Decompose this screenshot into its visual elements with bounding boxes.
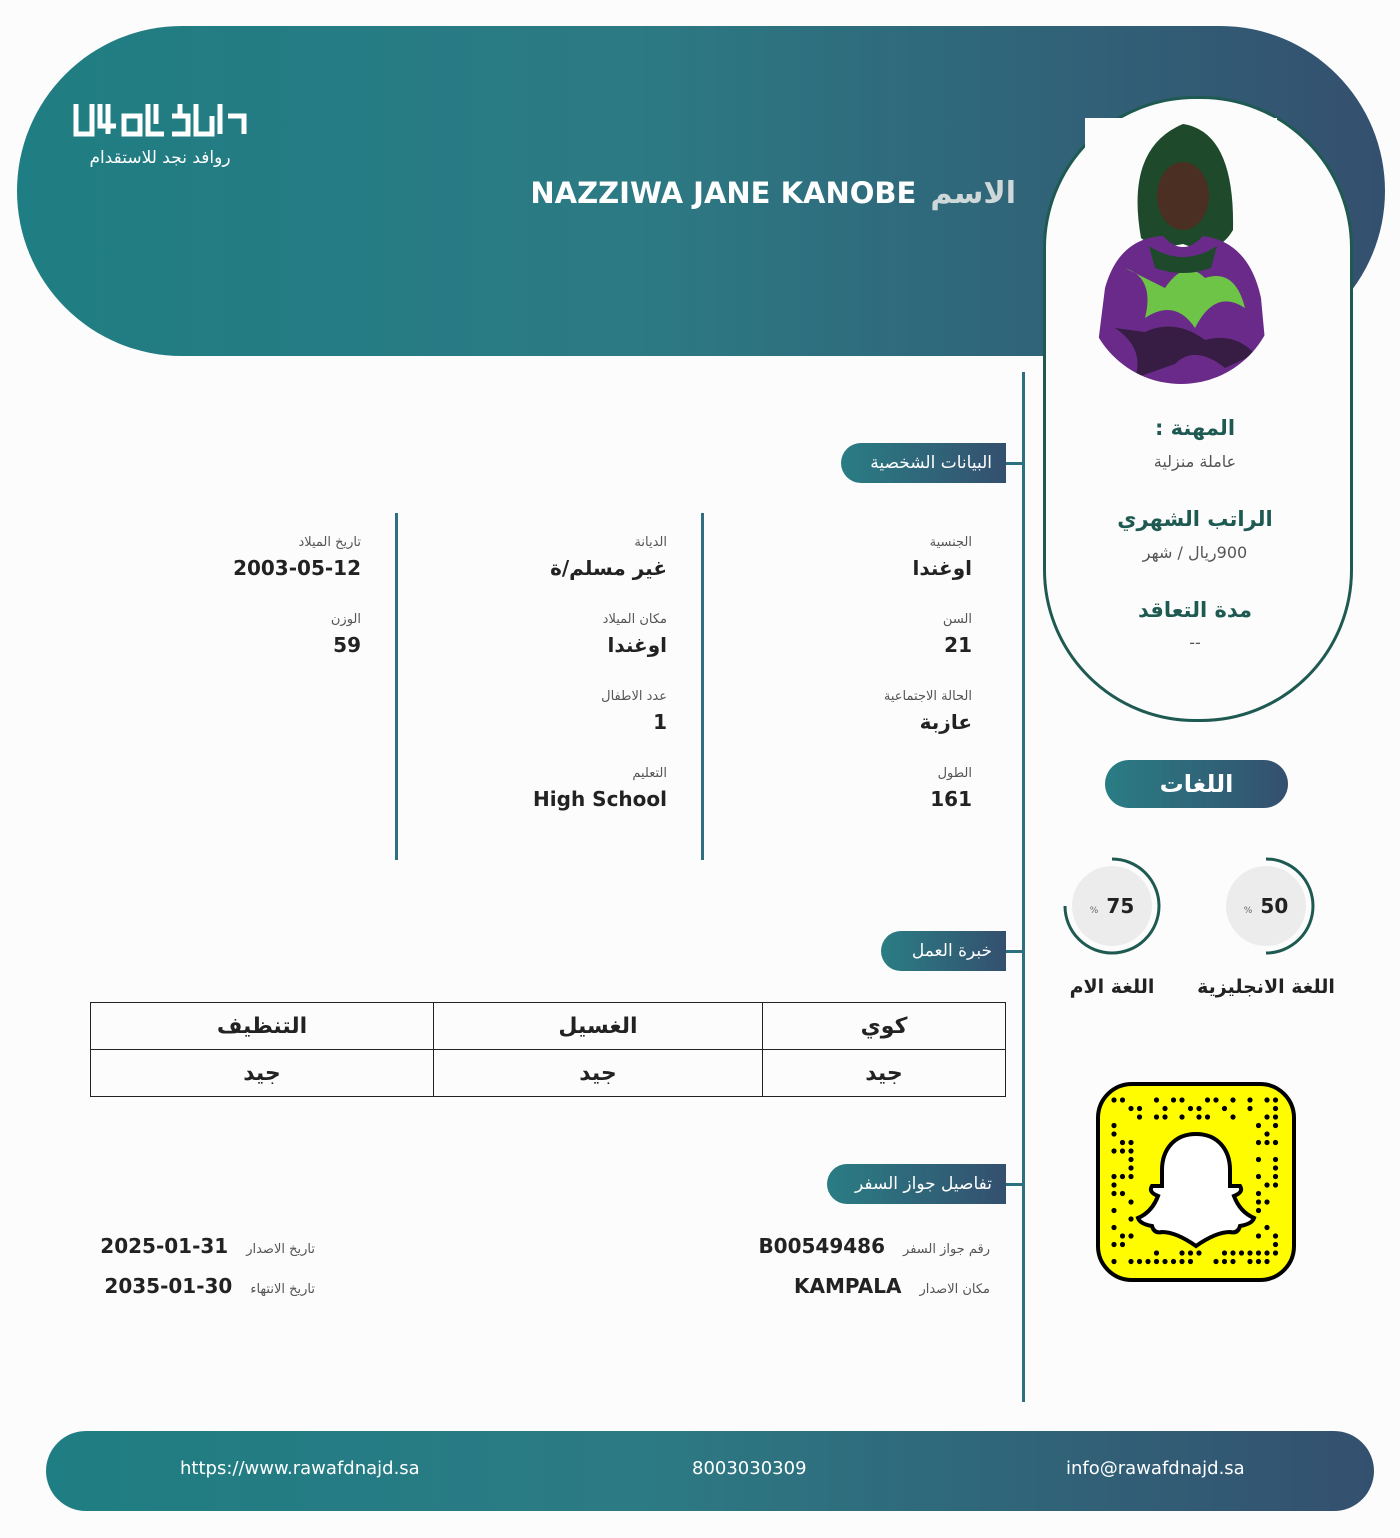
snapcode-dot [1213, 1259, 1218, 1264]
snapcode-dot [1256, 1191, 1261, 1196]
education-value: High School [533, 787, 667, 811]
snapcode-dot [1154, 1097, 1159, 1102]
snapcode-dot [1230, 1114, 1235, 1119]
snapcode-dot [1111, 1242, 1116, 1247]
snapcode-dot [1256, 1250, 1261, 1255]
snapcode-dot [1128, 1199, 1133, 1204]
personal-column-2 [407, 535, 667, 811]
children-label: عدد الاطفال [601, 689, 667, 704]
snapcode-dot [1179, 1250, 1184, 1255]
snapcode-dot [1264, 1259, 1269, 1264]
age-value: 21 [944, 633, 972, 657]
snapcode-dot [1111, 1097, 1116, 1102]
section-tick [1006, 950, 1024, 953]
snapcode-qr[interactable] [1096, 1082, 1296, 1282]
snapcode-dot [1171, 1259, 1176, 1264]
snapcode-dot [1230, 1097, 1235, 1102]
snapcode-dot [1120, 1174, 1125, 1179]
snapcode-dot [1162, 1114, 1167, 1119]
birthdate-value: 2003-05-12 [233, 556, 361, 580]
snapcode-dot [1188, 1250, 1193, 1255]
snapcode-dot [1213, 1097, 1218, 1102]
snapcode-dot [1239, 1250, 1244, 1255]
percent-value: 75 [1106, 894, 1135, 918]
skill-level: جيد [434, 1050, 763, 1097]
snapcode-dot [1264, 1131, 1269, 1136]
snapcode-dot [1273, 1250, 1278, 1255]
passport-number-label: رقم جواز السفر [903, 1242, 990, 1257]
snapcode-dot [1264, 1225, 1269, 1230]
snapcode-dot [1162, 1106, 1167, 1111]
birthplace-value: اوغندا [607, 633, 667, 657]
name-label: الاسم [930, 176, 1016, 211]
personal-column-1 [712, 535, 972, 811]
snapcode-dot [1222, 1250, 1227, 1255]
snapcode-dot [1120, 1140, 1125, 1145]
age-label: السن [942, 612, 972, 627]
snapcode-dot [1120, 1242, 1125, 1247]
snapcode-dot [1111, 1225, 1116, 1230]
snapcode-dot [1128, 1174, 1133, 1179]
snapcode-dot [1196, 1250, 1201, 1255]
candidate-photo [1085, 118, 1277, 384]
marital-status-value: عازبة [919, 710, 972, 734]
snapcode-dot [1205, 1097, 1210, 1102]
snapcode-dot [1273, 1233, 1278, 1238]
contract-label: مدة التعاقد [1137, 598, 1253, 622]
snapcode-dot [1111, 1182, 1116, 1187]
snapcode-dot [1273, 1140, 1278, 1145]
height-label: الطول [937, 766, 972, 781]
snapcode-dot [1264, 1114, 1269, 1119]
snapcode-dot [1264, 1199, 1269, 1204]
footer-phone[interactable]: 8003030309 [692, 1458, 807, 1479]
snapcode-dot [1256, 1233, 1261, 1238]
snapcode-dot [1128, 1148, 1133, 1153]
passport-number-row [758, 1234, 990, 1258]
snapcode-dot [1188, 1259, 1193, 1264]
snapcode-dot [1120, 1097, 1125, 1102]
language-gauge-english [1216, 856, 1316, 956]
table-row [91, 1050, 1006, 1097]
snapcode-dot [1264, 1097, 1269, 1102]
snapcode-dot [1128, 1106, 1133, 1111]
snapcode-dot [1256, 1157, 1261, 1162]
height-value: 161 [930, 787, 972, 811]
snapcode-dot [1128, 1216, 1133, 1221]
passport-place-value: KAMPALA [794, 1274, 902, 1298]
religion-value: غير مسلم/ة [550, 556, 667, 580]
skill-ironing: كوي [763, 1003, 1006, 1050]
snapcode-dot [1137, 1114, 1142, 1119]
snapcode-dot [1154, 1259, 1159, 1264]
snapcode-dot [1128, 1259, 1133, 1264]
skill-level: جيد [91, 1050, 434, 1097]
snapcode-dot [1128, 1165, 1133, 1170]
percent-unit: % [1243, 906, 1253, 916]
snapcode-dot [1273, 1123, 1278, 1128]
snapcode-dot [1222, 1106, 1227, 1111]
section-passport-title [827, 1164, 1006, 1204]
passport-issue-value: 2025-01-31 [100, 1234, 229, 1258]
snapcode-dot [1273, 1182, 1278, 1187]
salary-label: الراتب الشهري [1117, 507, 1273, 531]
name-row [530, 176, 1016, 211]
skill-cleaning: التنظيف [91, 1003, 434, 1050]
snapcode-dot [1256, 1259, 1261, 1264]
snapcode-dot [1264, 1140, 1269, 1145]
snapcode-dot [1264, 1250, 1269, 1255]
snapcode-dot [1111, 1123, 1116, 1128]
personal-column-3 [121, 535, 361, 657]
snapcode-dot [1205, 1114, 1210, 1119]
snapcode-dot [1256, 1199, 1261, 1204]
snapcode-dot [1222, 1259, 1227, 1264]
snapcode-dot [1137, 1259, 1142, 1264]
passport-place-label: مكان الاصدار [919, 1282, 990, 1297]
snapcode-dot [1264, 1182, 1269, 1187]
column-divider [395, 513, 398, 860]
passport-expiry-value: 2035-01-30 [104, 1274, 233, 1298]
snapcode-dot [1128, 1157, 1133, 1162]
snapcode-dot [1111, 1174, 1116, 1179]
table-row [91, 1003, 1006, 1050]
snapcode-dot [1256, 1140, 1261, 1145]
snapcode-dot [1145, 1259, 1150, 1264]
snapcode-dot [1273, 1165, 1278, 1170]
snapcode-dot [1273, 1097, 1278, 1102]
birthdate-label: تاريخ الميلاد [298, 535, 361, 550]
snapcode-dot [1256, 1174, 1261, 1179]
snapcode-dot [1273, 1157, 1278, 1162]
weight-label: الوزن [330, 612, 361, 627]
snapcode-dot [1196, 1106, 1201, 1111]
snapcode-dot [1230, 1250, 1235, 1255]
timeline-line [1022, 372, 1025, 1402]
snapcode-dot [1179, 1097, 1184, 1102]
percent-unit: % [1089, 906, 1099, 916]
snapcode-dot [1179, 1259, 1184, 1264]
profession-value: عاملة منزلية [1153, 452, 1237, 471]
snapcode-dot [1111, 1208, 1116, 1213]
snapcode-dot [1137, 1106, 1142, 1111]
marital-status-label: الحالة الاجتماعية [883, 689, 972, 704]
snapcode-dot [1171, 1097, 1176, 1102]
footer-email-link[interactable]: info@rawafdnajd.sa [1066, 1458, 1245, 1479]
passport-expiry-label: تاريخ الانتهاء [250, 1282, 315, 1297]
candidate-name: NAZZIWA JANE KANOBE [530, 176, 917, 210]
percent-value: 50 [1260, 894, 1289, 918]
column-divider [701, 513, 704, 860]
footer-website-link[interactable]: https://www.rawafdnajd.sa [180, 1458, 420, 1479]
skill-washing: الغسيل [434, 1003, 763, 1050]
nationality-label: الجنسية [929, 535, 972, 550]
skill-level: جيد [763, 1050, 1006, 1097]
profession-label: المهنة : [1154, 416, 1236, 440]
contract-value: -- [1189, 633, 1201, 652]
snapcode-dot [1120, 1191, 1125, 1196]
section-experience-title [881, 931, 1006, 971]
snapcode-dot [1111, 1191, 1116, 1196]
weight-value: 59 [333, 633, 361, 657]
children-value: 1 [653, 710, 667, 734]
snapcode-dot [1120, 1233, 1125, 1238]
religion-label: الديانة [634, 535, 667, 550]
snapcode-dot [1256, 1208, 1261, 1213]
snapcode-dot [1230, 1259, 1235, 1264]
section-passport-label: تفاصيل جواز السفر [854, 1174, 992, 1194]
section-experience-label: خبرة العمل [911, 941, 992, 961]
section-personal-label: البيانات الشخصية [870, 453, 992, 473]
snapcode-dot [1111, 1259, 1116, 1264]
snapcode-dot [1196, 1114, 1201, 1119]
education-label: التعليم [632, 766, 667, 781]
passport-expiry-row [104, 1274, 315, 1298]
snapcode-dot [1111, 1148, 1116, 1153]
snapcode-dot [1188, 1106, 1193, 1111]
passport-issue-label: تاريخ الاصدار [246, 1242, 315, 1257]
languages-title: اللغات [1105, 760, 1288, 808]
snapcode-dot [1273, 1114, 1278, 1119]
snapcode-dot [1120, 1148, 1125, 1153]
snapcode-dot [1128, 1140, 1133, 1145]
logo-text: روافد نجد للاستقدام [89, 148, 231, 168]
experience-table [90, 1002, 1006, 1097]
snapcode-dot [1247, 1106, 1252, 1111]
passport-number-value: B00549486 [758, 1234, 886, 1258]
snapcode-dot [1247, 1250, 1252, 1255]
company-logo [72, 96, 248, 142]
birthplace-label: مكان الميلاد [602, 612, 667, 627]
nationality-value: اوغندا [912, 556, 972, 580]
snapcode-dot [1128, 1233, 1133, 1238]
snapcode-dot [1154, 1114, 1159, 1119]
snapcode-dot [1179, 1114, 1184, 1119]
language-gauge-native [1062, 856, 1162, 956]
snapcode-dot [1162, 1259, 1167, 1264]
language-name-native: اللغة الام [1069, 976, 1155, 998]
snapcode-dot [1247, 1259, 1252, 1264]
snapcode-dot [1111, 1131, 1116, 1136]
snapcode-dot [1273, 1174, 1278, 1179]
passport-issue-row [100, 1234, 315, 1258]
snapcode-dot [1273, 1242, 1278, 1247]
salary-value: 900ريال / شهر [1142, 543, 1248, 562]
language-name-english: اللغة الانجليزية [1197, 976, 1335, 998]
snapcode-dot [1247, 1097, 1252, 1102]
section-tick [1006, 462, 1024, 465]
section-tick [1006, 1183, 1024, 1186]
snapcode-dot [1256, 1123, 1261, 1128]
snapcode-dot [1273, 1106, 1278, 1111]
section-personal-title [841, 443, 1006, 483]
passport-place-row [794, 1274, 990, 1298]
snapcode-dot [1154, 1250, 1159, 1255]
